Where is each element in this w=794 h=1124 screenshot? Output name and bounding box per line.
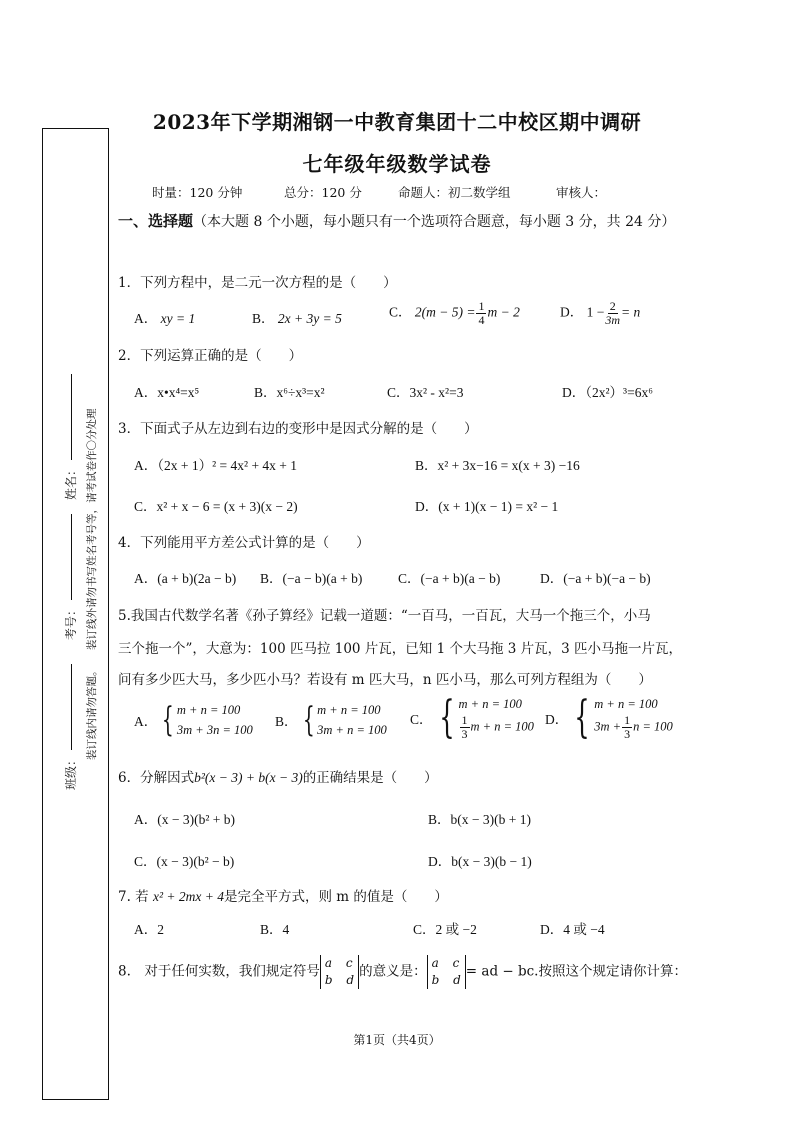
exam-subtitle: 七年级年级数学试卷 [302, 152, 492, 176]
exam-title: 2023年下学期湘钢一中教育集团十二中校区期中调研 [152, 110, 642, 134]
q4-option-a[interactable]: A．(a + b)(2a − b) [134, 571, 237, 586]
exam-time: 时量：120 分钟 [152, 185, 243, 200]
q2-option-c[interactable]: C．3x² - x²=3 [387, 385, 464, 400]
q7-option-a[interactable]: A．2 [134, 922, 164, 937]
question-6: 6．分解因式b²(x − 3) + b(x − 3)的正确结果是（ ） [118, 770, 438, 786]
section-heading [118, 206, 678, 238]
q6-option-a[interactable]: A．(x − 3)(b² + b) [134, 812, 236, 827]
q4-option-b[interactable]: B．(−a − b)(a + b) [260, 571, 363, 586]
number-label: 考号： [64, 603, 78, 640]
q6-option-b[interactable]: B．b(x − 3)(b + 1) [428, 812, 531, 827]
q1-option-c[interactable]: C． 2(m − 5) = $\frac{1}{4}$ m − 2 [389, 299, 520, 327]
determinant-symbol: a c b d [427, 955, 466, 989]
name-label: 姓名： [64, 463, 78, 500]
question-5-line-3: 问有多少匹大马，多少匹小马？若设有 m 匹大马，n 匹小马，那么可列方程组为（ ） [118, 672, 652, 688]
exam-reviewer: 审核人： [556, 185, 607, 200]
q1-option-a[interactable]: A． xy = 1 [134, 311, 196, 326]
number-line [71, 514, 72, 600]
q2-option-a[interactable]: A．x•x⁴=x⁵ [134, 385, 200, 400]
q5-option-b[interactable]: B． { m + n = 100 3m + n = 100 [275, 700, 387, 740]
q3-option-d[interactable]: D．(x + 1)(x − 1) = x² − 1 [415, 499, 559, 514]
q1-option-d[interactable]: D． 1 − $\frac{2}{3m}$ = n [560, 299, 641, 327]
q3-option-a[interactable]: A．（2x + 1）² = 4x² + 4x + 1 [134, 458, 298, 473]
q2-option-b[interactable]: B．x⁶÷x³=x² [254, 385, 325, 400]
q5-option-c[interactable]: C． { m + n = 100 $\frac{1}{3}$ m + n = 100 [410, 691, 534, 743]
number-field[interactable] [62, 514, 79, 640]
section-title: 一、选择题 [118, 212, 194, 230]
q5-option-d[interactable]: D． { m + n = 100 3m + $\frac{1}{3}$ n = 100 [545, 691, 673, 743]
determinant-symbol: a c b d [320, 955, 359, 989]
q4-option-d[interactable]: D．(−a + b)(−a − b) [540, 571, 651, 586]
exam-author: 命题人：初二数学组 [398, 185, 511, 200]
page-footer: 第1页（共4页） [353, 1033, 441, 1047]
q2-option-d[interactable]: D．（2x²）³=6x⁶ [562, 385, 653, 400]
q7-option-d[interactable]: D．4 或 −4 [540, 922, 605, 937]
name-line [71, 374, 72, 460]
fraction: $\frac{2}{3m}$ [605, 299, 621, 327]
exam-total: 总分：120 分 [284, 185, 362, 200]
name-field[interactable] [62, 374, 79, 500]
question-5-line-1: 5.我国古代数学名著《孙子算经》记载一道题：“一百马，一百瓦，大马一个拖三个，小马 [118, 608, 651, 624]
question-5-line-2: 三个拖一个”，大意为：100 匹马拉 100 片瓦，已知 1 个大马拖 3 片瓦，3 匹小马拖一片瓦， [118, 641, 683, 657]
class-line [71, 664, 72, 750]
q4-option-c[interactable]: C．(−a + b)(a − b) [398, 571, 501, 586]
q1-option-b[interactable]: B． 2x + 3y = 5 [252, 311, 342, 326]
question-3: 3．下面式子从左边到右边的变形中是因式分解的是（ ） [118, 421, 478, 437]
question-4: 4．下列能用平方差公式计算的是（ ） [118, 535, 370, 551]
question-8: 8. 对于任何实数，我们规定符号 a c b d 的意义是： a c b d = ad − bc.按照这个规定请你计算： [118, 956, 687, 987]
q5-option-a[interactable]: A． { m + n = 100 3m + 3n = 100 [134, 700, 253, 740]
q6-option-d[interactable]: D．b(x − 3)(b − 1) [428, 854, 532, 869]
q3-option-c[interactable]: C．x² + x − 6 = (x + 3)(x − 2) [134, 499, 298, 514]
q7-option-c[interactable]: C．2 或 −2 [413, 922, 477, 937]
class-label: 班级： [64, 753, 78, 790]
question-1: 1．下列方程中，是二元一次方程的是（ ） [118, 275, 397, 291]
q7-option-b[interactable]: B．4 [260, 922, 290, 937]
question-2: 2．下列运算正确的是（ ） [118, 348, 303, 364]
section-desc: （本大题 8 个小题，每小题只有一个选项符合题意，每小题 3 分，共 24 分） [193, 214, 676, 230]
fraction: $\frac{1}{4}$ [478, 299, 485, 327]
question-7: 7. 若 x² + 2mx + 4是完全平方式，则 m 的值是（ ） [118, 889, 448, 905]
seal-note-outer: 装订线外请勿书写姓名考号等，请考试卷作〇分处理 [86, 408, 98, 650]
q6-option-c[interactable]: C．(x − 3)(b² − b) [134, 854, 235, 869]
class-field[interactable] [62, 664, 79, 790]
q3-option-b[interactable]: B．x² + 3x−16 = x(x + 3) −16 [415, 458, 580, 473]
seal-note-inner: 装订线内请勿答题。 [86, 665, 98, 760]
